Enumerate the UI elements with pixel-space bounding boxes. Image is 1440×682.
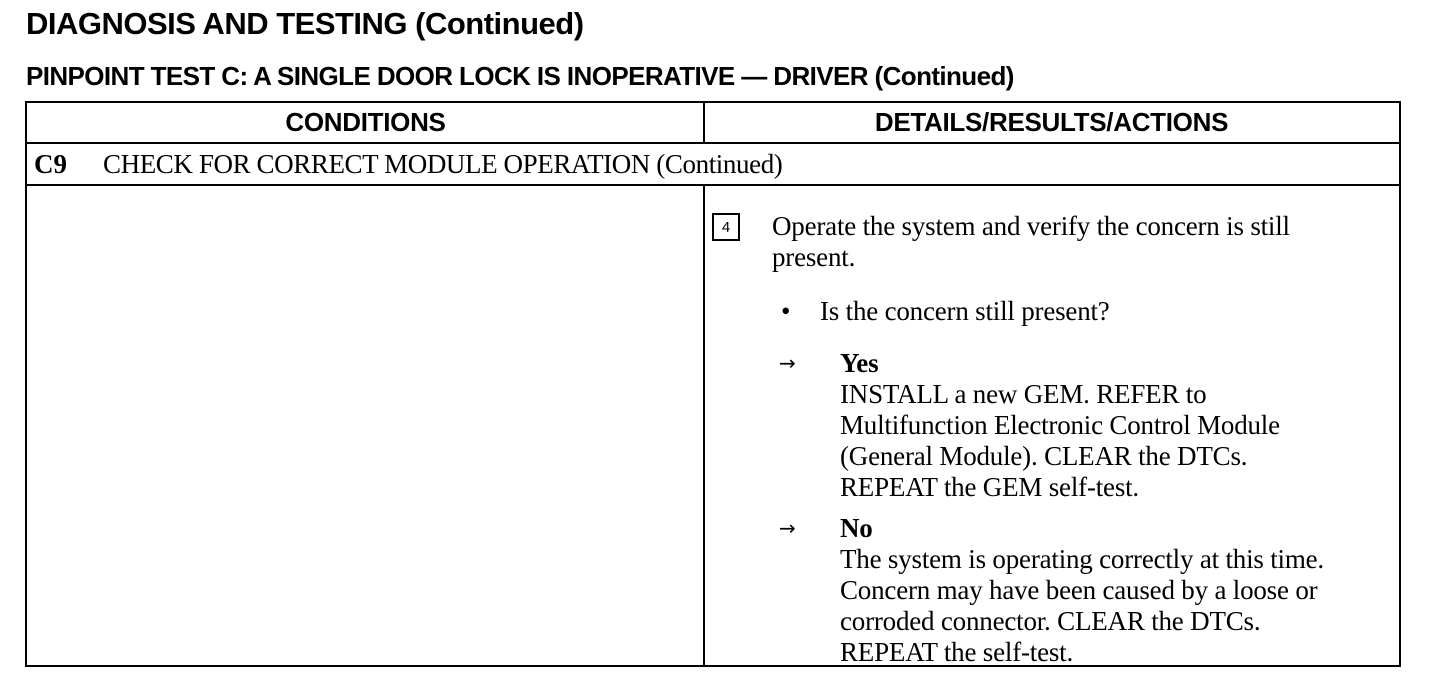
substep-instruction — [772, 211, 1382, 273]
action-line: corroded connector. CLEAR the DTCs. — [840, 606, 1261, 636]
action-line: The system is operating correctly at this time. — [840, 544, 1324, 574]
step-id: C9 — [34, 149, 67, 179]
table-header-row — [27, 103, 1399, 144]
conditions-column-header: CONDITIONS — [285, 107, 446, 137]
substep-question: Is the concern still present? — [820, 296, 1110, 326]
result-yes-action — [840, 379, 1395, 503]
column-divider — [703, 186, 705, 665]
arrow-right-icon: → — [779, 516, 796, 540]
step-row — [27, 144, 1399, 186]
result-yes-label: Yes — [840, 348, 879, 378]
page-title: DIAGNOSIS AND TESTING (Continued) — [26, 6, 584, 41]
instruction-line: Operate the system and verify the concern is still — [772, 211, 1290, 241]
arrow-right-icon: → — [779, 351, 796, 375]
action-line: Concern may have been caused by a loose or — [840, 575, 1318, 605]
action-line: Multifunction Electronic Control Module — [840, 410, 1280, 440]
action-line: INSTALL a new GEM. REFER to — [840, 379, 1207, 409]
details-column-header: DETAILS/RESULTS/ACTIONS — [874, 107, 1229, 137]
action-line: (General Module). CLEAR the DTCs. — [840, 441, 1248, 471]
result-no-action — [840, 544, 1395, 668]
step-title: CHECK FOR CORRECT MODULE OPERATION (Continued) — [103, 149, 783, 179]
action-line: REPEAT the GEM self-test. — [840, 472, 1139, 502]
substep-number-box: 4 — [712, 213, 740, 241]
bullet-icon: • — [781, 296, 791, 326]
instruction-line: present. — [772, 242, 856, 272]
action-line: REPEAT the self-test. — [840, 637, 1074, 667]
result-no-label: No — [840, 513, 873, 543]
pinpoint-test-title: PINPOINT TEST C: A SINGLE DOOR LOCK IS INOPERATIVE — DRIVER (Continued) — [26, 61, 1014, 91]
column-divider — [703, 103, 705, 144]
